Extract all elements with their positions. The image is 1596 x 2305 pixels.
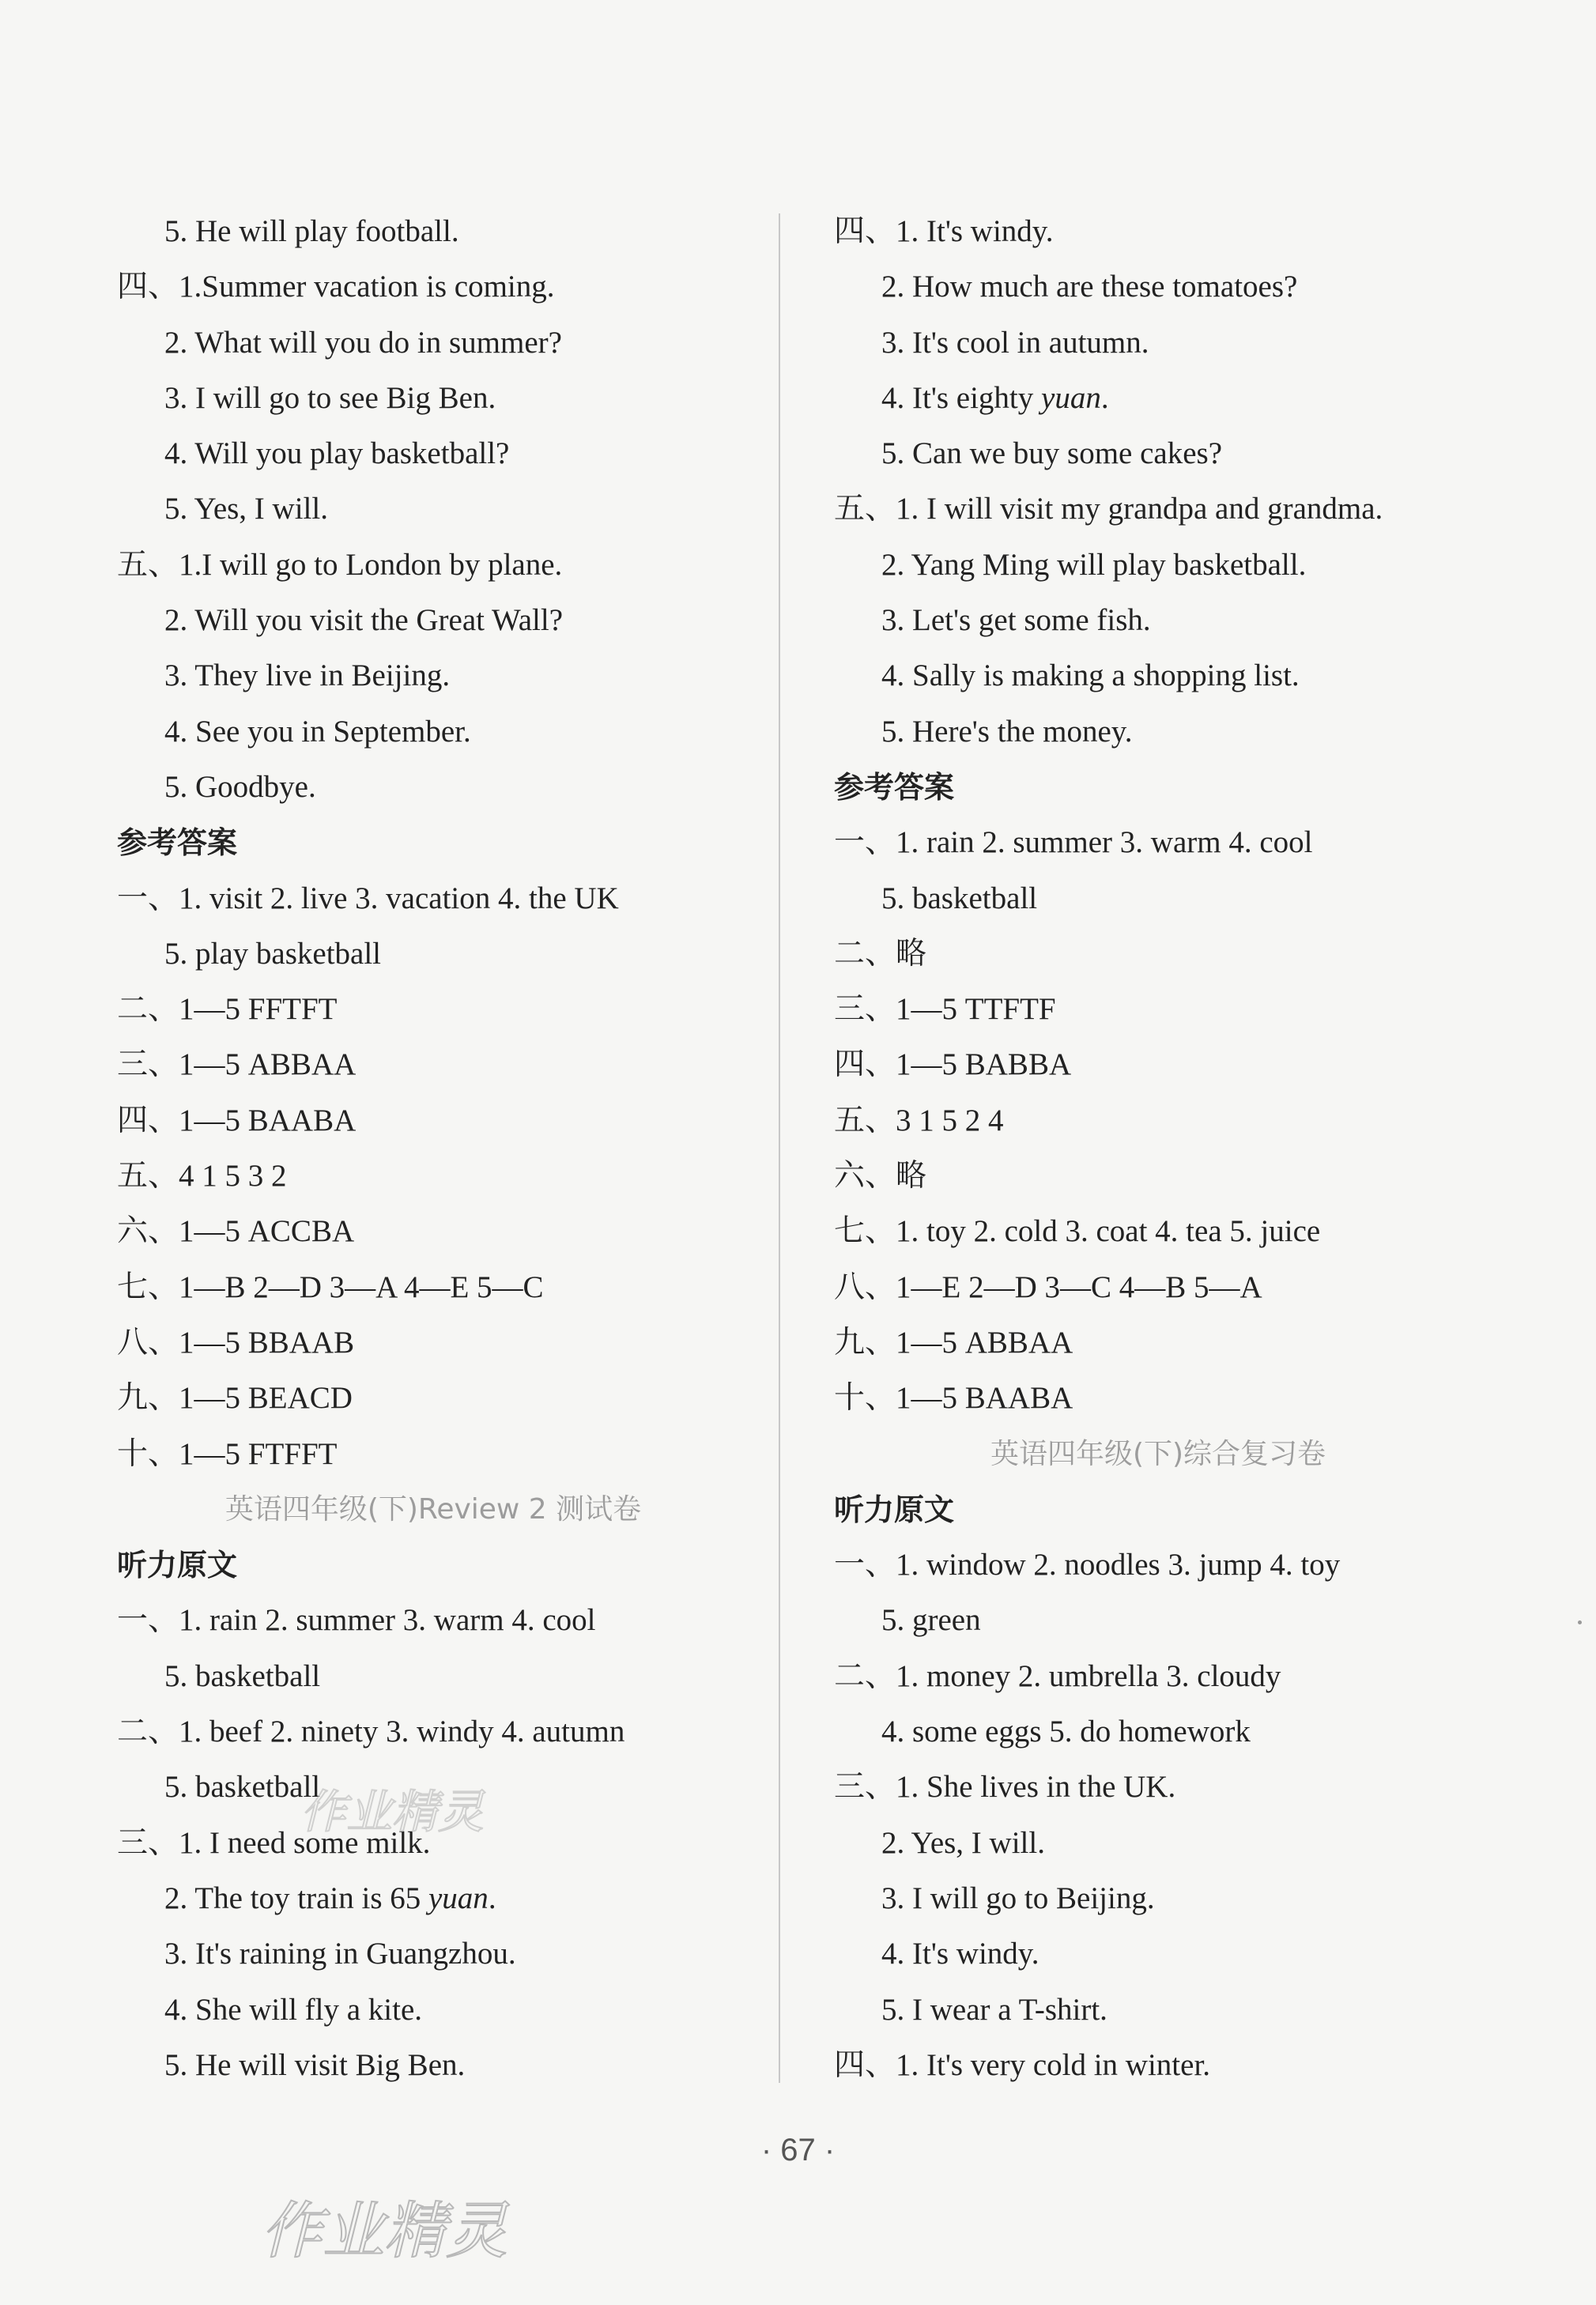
answer-line: 5. green <box>881 1603 981 1638</box>
test-title: 英语四年级(下)Review 2 测试卷 <box>224 1492 642 1526</box>
test-title: 英语四年级(下)综合复习卷 <box>990 1437 1326 1470</box>
section-heading: 参考答案 <box>834 769 955 805</box>
answer-line: 一、1. window 2. noodles 3. jump 4. toy <box>834 1548 1341 1583</box>
answer-line: 四、1.Summer vacation is coming. <box>117 270 555 304</box>
answer-line: 5. I wear a T-shirt. <box>881 1992 1107 2027</box>
column-divider <box>779 213 780 2083</box>
watermark-stamp: 作业精灵 <box>261 2196 508 2267</box>
answer-line: 六、1—5 ACCBA <box>117 1214 355 1249</box>
answer-line: 四、1. It's very cold in winter. <box>834 2047 1211 2082</box>
answer-line: 3. They live in Beijing. <box>164 658 451 693</box>
answer-line: 四、1—5 BABBA <box>834 1047 1072 1082</box>
answer-line: 4. It's eighty yuan. <box>881 380 1109 415</box>
answer-line: 五、4 1 5 3 2 <box>117 1159 287 1194</box>
answer-line: 5. Here's the money. <box>881 714 1133 749</box>
answer-line: 九、1—5 ABBAA <box>834 1325 1073 1360</box>
answer-line: 五、1.I will go to London by plane. <box>117 547 563 582</box>
answer-line: 2. How much are these tomatoes? <box>881 270 1298 304</box>
answer-line: 一、1. rain 2. summer 3. warm 4. cool <box>834 825 1313 860</box>
answer-line: 5. Goodbye. <box>164 769 316 804</box>
answer-line: 3. It's cool in autumn. <box>881 325 1149 360</box>
answer-line: 七、1—B 2—D 3—A 4—E 5—C <box>117 1269 544 1304</box>
watermark-stamp-small: 作业精灵 <box>300 1785 485 1839</box>
answer-line: 八、1—5 BBAAB <box>117 1325 355 1360</box>
answer-line: 一、1. visit 2. live 3. vacation 4. the UK <box>117 881 619 915</box>
answer-line: 5. basketball <box>881 881 1038 915</box>
answer-line: 4. It's windy. <box>881 1937 1039 1971</box>
answer-line: 二、1—5 FFTFT <box>117 992 338 1027</box>
answer-line: 四、1—5 BAABA <box>117 1103 357 1137</box>
answer-line: 4. See you in September. <box>164 714 471 749</box>
answer-line: 二、1. money 2. umbrella 3. cloudy <box>834 1658 1281 1693</box>
answer-line: 2. Yes, I will. <box>881 1825 1045 1860</box>
page-number: · 67 · <box>760 2133 836 2167</box>
answer-line: 十、1—5 BAABA <box>834 1381 1073 1416</box>
answer-line: 三、1. She lives in the UK. <box>834 1770 1176 1805</box>
answer-line: 2. What will you do in summer? <box>164 325 562 360</box>
answer-line: 三、1—5 ABBAA <box>117 1047 357 1082</box>
answer-line: 5. He will play football. <box>164 214 459 248</box>
answer-line: 2. Yang Ming will play basketball. <box>881 547 1307 582</box>
answer-line: 十、1—5 FTFFT <box>117 1436 338 1471</box>
answer-line: 2. The toy train is 65 yuan. <box>164 1881 496 1915</box>
answer-line: 四、1. It's windy. <box>834 214 1054 248</box>
answer-line: 5. He will visit Big Ben. <box>164 2047 466 2082</box>
answer-line: 5. basketball <box>164 1770 321 1805</box>
answer-line: 3. Let's get some fish. <box>881 603 1151 638</box>
answer-line: 八、1—E 2—D 3—C 4—B 5—A <box>834 1269 1262 1304</box>
answer-line: 4. She will fly a kite. <box>164 1992 423 2027</box>
answer-line: 五、1. I will visit my grandpa and grandma. <box>834 492 1383 526</box>
answer-line: 2. Will you visit the Great Wall? <box>164 603 564 638</box>
answer-line: 4. some eggs 5. do homework <box>881 1715 1251 1749</box>
answer-line: 3. I will go to Beijing. <box>881 1881 1155 1915</box>
answer-line: 七、1. toy 2. cold 3. coat 4. tea 5. juice <box>834 1214 1321 1249</box>
answer-line: 一、1. rain 2. summer 3. warm 4. cool <box>117 1603 596 1638</box>
answer-line: 5. play basketball <box>164 936 382 971</box>
answer-line: 三、1—5 TTFTF <box>834 992 1056 1027</box>
section-heading: 参考答案 <box>117 825 238 861</box>
answer-line: 5. basketball <box>164 1658 321 1693</box>
answer-line: 4. Sally is making a shopping list. <box>881 658 1300 693</box>
answer-line: 5. Can we buy some cakes? <box>881 436 1223 471</box>
answer-line: 3. I will go to see Big Ben. <box>164 380 496 415</box>
answer-line: 五、3 1 5 2 4 <box>834 1103 1004 1137</box>
answer-line: 九、1—5 BEACD <box>117 1381 353 1416</box>
section-heading: 听力原文 <box>117 1548 238 1583</box>
answer-line: 二、1. beef 2. ninety 3. windy 4. autumn <box>117 1715 625 1749</box>
answer-line: 二、略 <box>834 936 927 971</box>
answer-line: 3. It's raining in Guangzhou. <box>164 1937 516 1971</box>
answer-line: 4. Will you play basketball? <box>164 436 510 471</box>
section-heading: 听力原文 <box>834 1492 955 1527</box>
answer-line: 5. Yes, I will. <box>164 492 328 526</box>
right-column <box>834 204 1482 2093</box>
scan-speck <box>1578 1620 1582 1624</box>
answer-line: 三、1. I need some milk. <box>117 1825 431 1860</box>
answer-line: 六、略 <box>834 1159 927 1194</box>
